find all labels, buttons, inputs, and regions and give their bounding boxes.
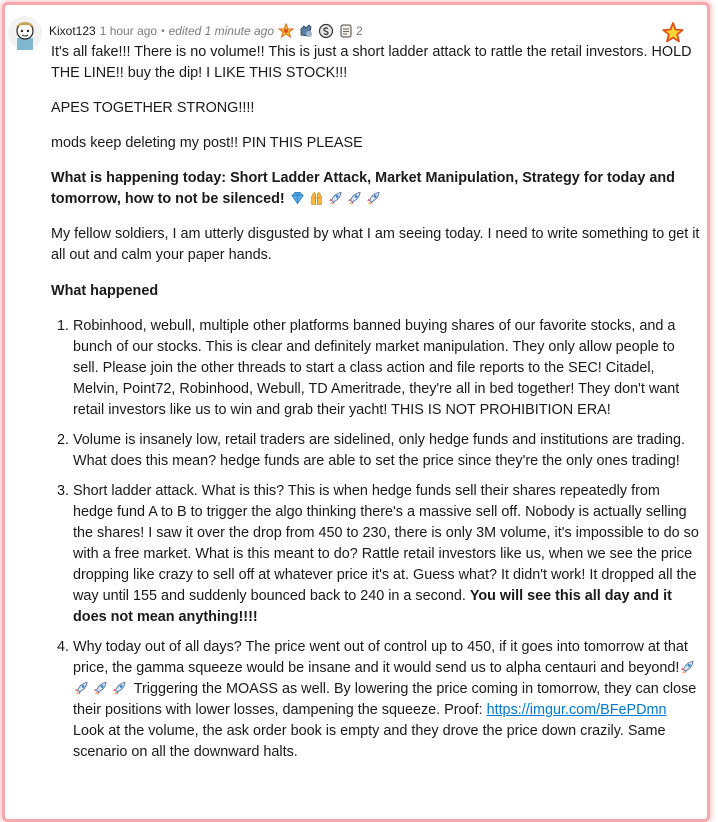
list-item: 1. Robinhood, webull, multiple other platforms banned buying shares of our favorite stocks, and a bunch of our stocks. This is clear and definitely market manipulation. They only allow people to sell. Please join the other threads to start a class action and file reports to the SEC! Citadel, Melvin, Point72, Robinhood, Webull, TD Ameritrade, they're all in bed together! They don't want retail investors like us to win and grab their yacht! THIS IS NOT PROHIBITION ERA! <box>73 316 701 421</box>
meta-separator: • <box>161 25 165 37</box>
bookmark-star-icon[interactable] <box>662 22 684 44</box>
avatar-icon[interactable] <box>8 16 42 50</box>
numbered-list <box>51 316 701 763</box>
rocket-icon <box>73 680 90 696</box>
rocket-icon <box>111 680 128 696</box>
proof-link[interactable]: https://imgur.com/BFePDmn <box>486 702 667 718</box>
bold-text: You will see this all day and it does not mean anything!!!! <box>73 588 672 625</box>
paragraph: It's all fake!!! There is no volume!! This is just a short ladder attack to rattle the retail investors. HOLD THE LINE!! buy the dip! I LIKE THIS STOCK!!! <box>51 44 692 81</box>
paragraph: mods keep deleting my post!! PIN THIS PLEASE <box>51 135 363 151</box>
diamond-icon <box>289 190 306 206</box>
username-link[interactable]: Kixot123 <box>49 24 96 38</box>
hand-award-icon[interactable] <box>298 23 314 39</box>
list-item <box>73 481 701 628</box>
list-item <box>73 637 701 763</box>
timestamp[interactable]: 1 hour ago <box>99 24 158 38</box>
edited-label: edited 1 minute ago <box>168 24 275 38</box>
rocket-icon <box>679 659 696 675</box>
silver-coin-award-icon[interactable] <box>318 23 334 39</box>
list-item-text: Look at the volume, the ask order book is empty and they drove the price down crazily. Same scenario on all the downward halts. <box>73 723 666 760</box>
list-item-text: Triggering the MOASS as well. By lowering the price coming in tomorrow, they can close their positions with lower losses, dampening the squeeze. Proof: <box>73 681 697 718</box>
heading-text: What is happening today: Short Ladder Attack, Market Manipulation, Strategy for today and tomorrow, how to not be silenced! <box>51 170 675 207</box>
list-item-text: Short ladder attack. What is this? This is when hedge funds sell their shares repeatedly from hedge fund A to B to trigger the algo thinking there's a massive sell off. Nobody is actually selling the shares! I saw it over the drop from 450 to 230, there is only 3M volume, it's impossible to do so with a free market. What is this meant to do? Rattle retail investors like us, when we see the price dropping like crazy to sell off at whatever price it's at. Guess what? It didn't work! It dropped all the way until 155 and suddenly bounced back to 240 in a second. <box>73 483 699 604</box>
rocket-icon <box>346 190 363 206</box>
comment-body <box>51 42 701 772</box>
comment-meta <box>49 22 363 40</box>
list-item: 2. Volume is insanely low, retail traders are sidelined, only hedge funds and institutions are trading. What does this mean? hedge funds are able to set the price since they're the only ones trading! <box>73 430 701 472</box>
rocket-icon <box>327 190 344 206</box>
section-heading: What happened <box>51 283 159 299</box>
scroll-award-icon[interactable] <box>338 23 354 39</box>
paragraph: My fellow soldiers, I am utterly disgusted by what I am seeing today. I need to write something to get it all out and calm your paper hands. <box>51 226 700 263</box>
award-count: 2 <box>356 24 363 38</box>
paragraph: APES TOGETHER STRONG!!!! <box>51 100 255 116</box>
section-heading <box>51 168 701 210</box>
list-item-text: Why today out of all days? The price went out of control up to 450, if it goes into tomorrow at that price, the gamma squeeze would be insane and it would send us to alpha centauri and beyond! <box>73 639 688 676</box>
hands-icon <box>308 190 325 206</box>
rocket-icon <box>365 190 382 206</box>
gold-burst-award-icon[interactable] <box>278 23 294 39</box>
rocket-icon <box>92 680 109 696</box>
